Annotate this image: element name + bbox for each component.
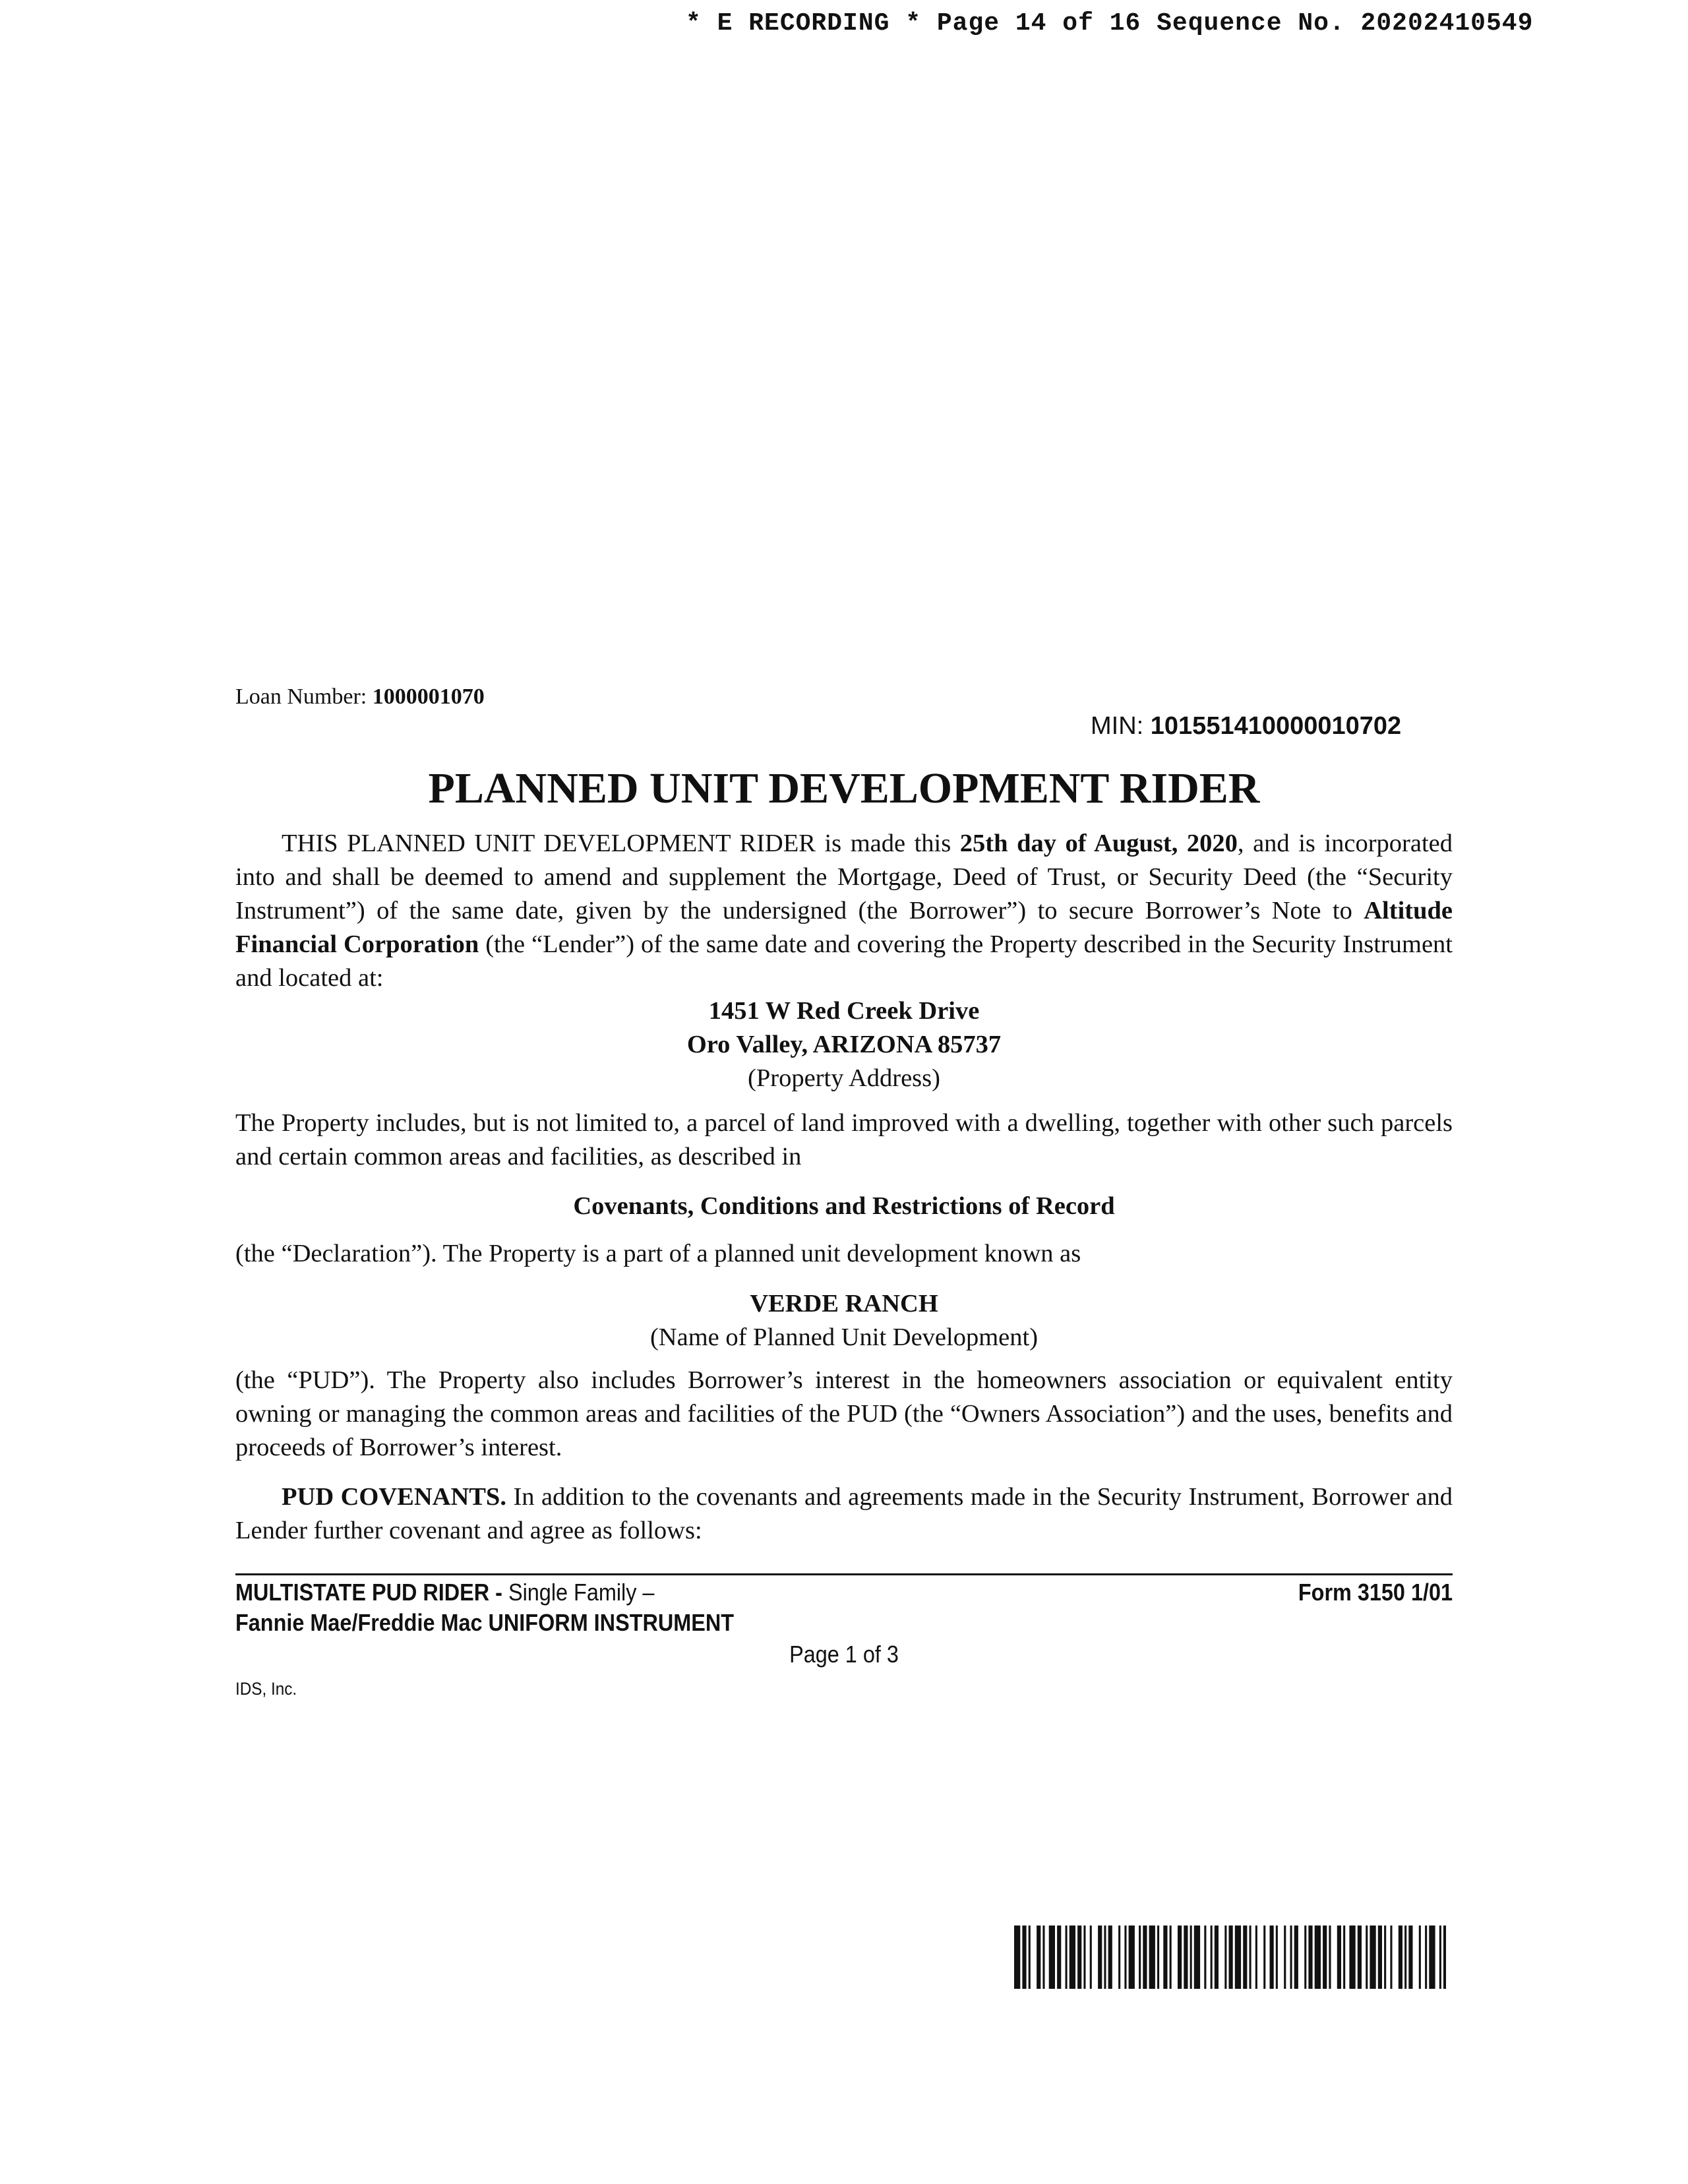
barcode-bar [1284, 1926, 1286, 1989]
barcode-bar [1429, 1926, 1435, 1989]
barcode-bar [1098, 1926, 1102, 1989]
barcode-bar [1037, 1926, 1040, 1989]
footer-form-number: Form 3150 1/01 [1298, 1579, 1453, 1606]
intro-text-1: THIS PLANNED UNIT DEVELOPMENT RIDER is made this [282, 830, 960, 857]
barcode-bar [1250, 1926, 1251, 1989]
barcode-bar [1443, 1926, 1446, 1989]
footer-form-title: MULTISTATE PUD RIDER - [235, 1579, 508, 1606]
barcode-bar [1090, 1926, 1092, 1989]
property-includes-paragraph: The Property includes, but is not limited to, a parcel of land improved with a dwelling, together with other such parcels and certain common areas and facilities, as described in [235, 1109, 1453, 1170]
footer-instrument: Fannie Mae/Freddie Mac UNIFORM INSTRUMENT [235, 1609, 735, 1636]
footer-divider [235, 1573, 1453, 1575]
barcode-bar [1349, 1926, 1355, 1989]
pud-covenants-heading: PUD COVENANTS. [282, 1483, 506, 1511]
barcode-icon [1014, 1926, 1446, 1989]
barcode-bar [1366, 1926, 1368, 1989]
barcode-bar [1178, 1926, 1182, 1989]
barcode-bar [1066, 1926, 1068, 1989]
pud-covenants-text: In addition to the covenants and agreements made in the Security Instrument, Borrower and Lender further covenant and agree as follows: [235, 1483, 1453, 1544]
footer-vendor: IDS, Inc. [235, 1679, 297, 1699]
barcode-bar [1057, 1926, 1061, 1989]
barcode-bar [1143, 1926, 1147, 1989]
barcode-bar [1194, 1926, 1200, 1989]
barcode-bar [1049, 1926, 1055, 1989]
barcode-bar [1029, 1926, 1031, 1989]
loan-number-value: 1000001070 [372, 684, 485, 709]
barcode-bar [1149, 1926, 1155, 1989]
declaration-document: Covenants, Conditions and Restrictions of Record [573, 1192, 1115, 1220]
barcode-bar [1337, 1926, 1341, 1989]
barcode-bar [1343, 1926, 1345, 1989]
barcode-bar [1170, 1926, 1172, 1989]
min-value: 101551410000010702 [1150, 712, 1402, 740]
barcode-bar [1243, 1926, 1247, 1989]
barcode-bar [1129, 1926, 1135, 1989]
barcode-bar [1083, 1926, 1085, 1989]
barcode-bar [1308, 1926, 1312, 1989]
barcode-bar [1184, 1926, 1188, 1989]
barcode-bar [1163, 1926, 1167, 1989]
barcode-bar [1224, 1926, 1226, 1989]
page-number: Page 1 of 3 [789, 1641, 899, 1668]
barcode-bar [1270, 1926, 1274, 1989]
barcode-bar [1378, 1926, 1382, 1989]
pud-name: VERDE RANCH [750, 1290, 938, 1318]
loan-number-label: Loan Number: [235, 684, 367, 709]
barcode-bar [1370, 1926, 1375, 1989]
barcode-bar [1157, 1926, 1159, 1989]
footer-form-name [235, 1579, 654, 1606]
barcode-bar [1290, 1926, 1292, 1989]
barcode-bar [1229, 1926, 1233, 1989]
barcode-bar [1204, 1926, 1206, 1989]
barcode-bar [1014, 1926, 1020, 1989]
barcode-bar [1315, 1926, 1321, 1989]
barcode-bar [1255, 1926, 1257, 1989]
intro-paragraph [235, 827, 1453, 995]
barcode-bar [1419, 1926, 1421, 1989]
footer-form-subtitle: Single Family – [508, 1579, 655, 1606]
pud-covenants-paragraph [235, 1480, 1453, 1548]
barcode-bar [1323, 1926, 1327, 1989]
barcode-bar [1139, 1926, 1141, 1989]
loan-number [235, 684, 485, 710]
recording-header: * E RECORDING * Page 14 of 16 Sequence No. 20202410549 [686, 9, 1534, 38]
declaration-paragraph: (the “Declaration”). The Property is a part of a planned unit development known as [235, 1240, 1081, 1267]
barcode-bar [1263, 1926, 1265, 1989]
barcode-bar [1294, 1926, 1298, 1989]
min-label: MIN: [1091, 712, 1144, 740]
lender-name: Altitude Financial Corporation [235, 897, 1453, 958]
document-title: PLANNED UNIT DEVELOPMENT RIDER [428, 764, 1260, 812]
barcode-bar [1118, 1926, 1120, 1989]
barcode-bar [1329, 1926, 1331, 1989]
intro-text-3: (the “Lender”) of the same date and covering the Property described in the Security Instrument and located at: [235, 930, 1453, 992]
barcode-bar [1384, 1926, 1386, 1989]
barcode-bar [1124, 1926, 1126, 1989]
barcode-bar [1235, 1926, 1241, 1989]
barcode-bar [1404, 1926, 1406, 1989]
pud-name-label: (Name of Planned Unit Development) [649, 1323, 1039, 1351]
barcode-bar [1104, 1926, 1106, 1989]
rider-date: 25th day of August, 2020 [959, 830, 1238, 857]
barcode-bar [1022, 1926, 1026, 1989]
barcode-bar [1439, 1926, 1441, 1989]
barcode-bar [1211, 1926, 1213, 1989]
barcode-bar [1215, 1926, 1219, 1989]
pud-paragraph: (the “PUD”). The Property also includes Borrower’s interest in the homeowners association or equivalent entity owning or managing the common areas and facilities of the PUD (the “Owners Association”) and the uses, benefits and proceeds of Borrower’s interest. [235, 1366, 1453, 1461]
barcode-bar [1358, 1926, 1362, 1989]
barcode-bar [1390, 1926, 1392, 1989]
property-address-line1: 1451 W Red Creek Drive [708, 997, 980, 1025]
property-address-label: (Property Address) [748, 1064, 940, 1092]
barcode-bar [1399, 1926, 1402, 1989]
barcode-bar [1108, 1926, 1112, 1989]
property-address-line2: Oro Valley, ARIZONA 85737 [686, 1031, 1002, 1058]
intro-text-2: , and is incorporated into and shall be deemed to amend and supplement the Mortgage, Deed of Trust, or Security Deed (the “Security Instrument”) of the same date, given by the undersigned (the Borrower”) to secure Borrower’s Note to [235, 830, 1453, 925]
min-number [1091, 712, 1401, 741]
barcode-bar [1042, 1926, 1044, 1989]
barcode-bar [1408, 1926, 1412, 1989]
barcode-bar [1070, 1926, 1075, 1989]
barcode-bar [1077, 1926, 1081, 1989]
barcode-bar [1304, 1926, 1306, 1989]
barcode-bar [1425, 1926, 1427, 1989]
barcode-bar [1276, 1926, 1278, 1989]
barcode-bar [1190, 1926, 1192, 1989]
